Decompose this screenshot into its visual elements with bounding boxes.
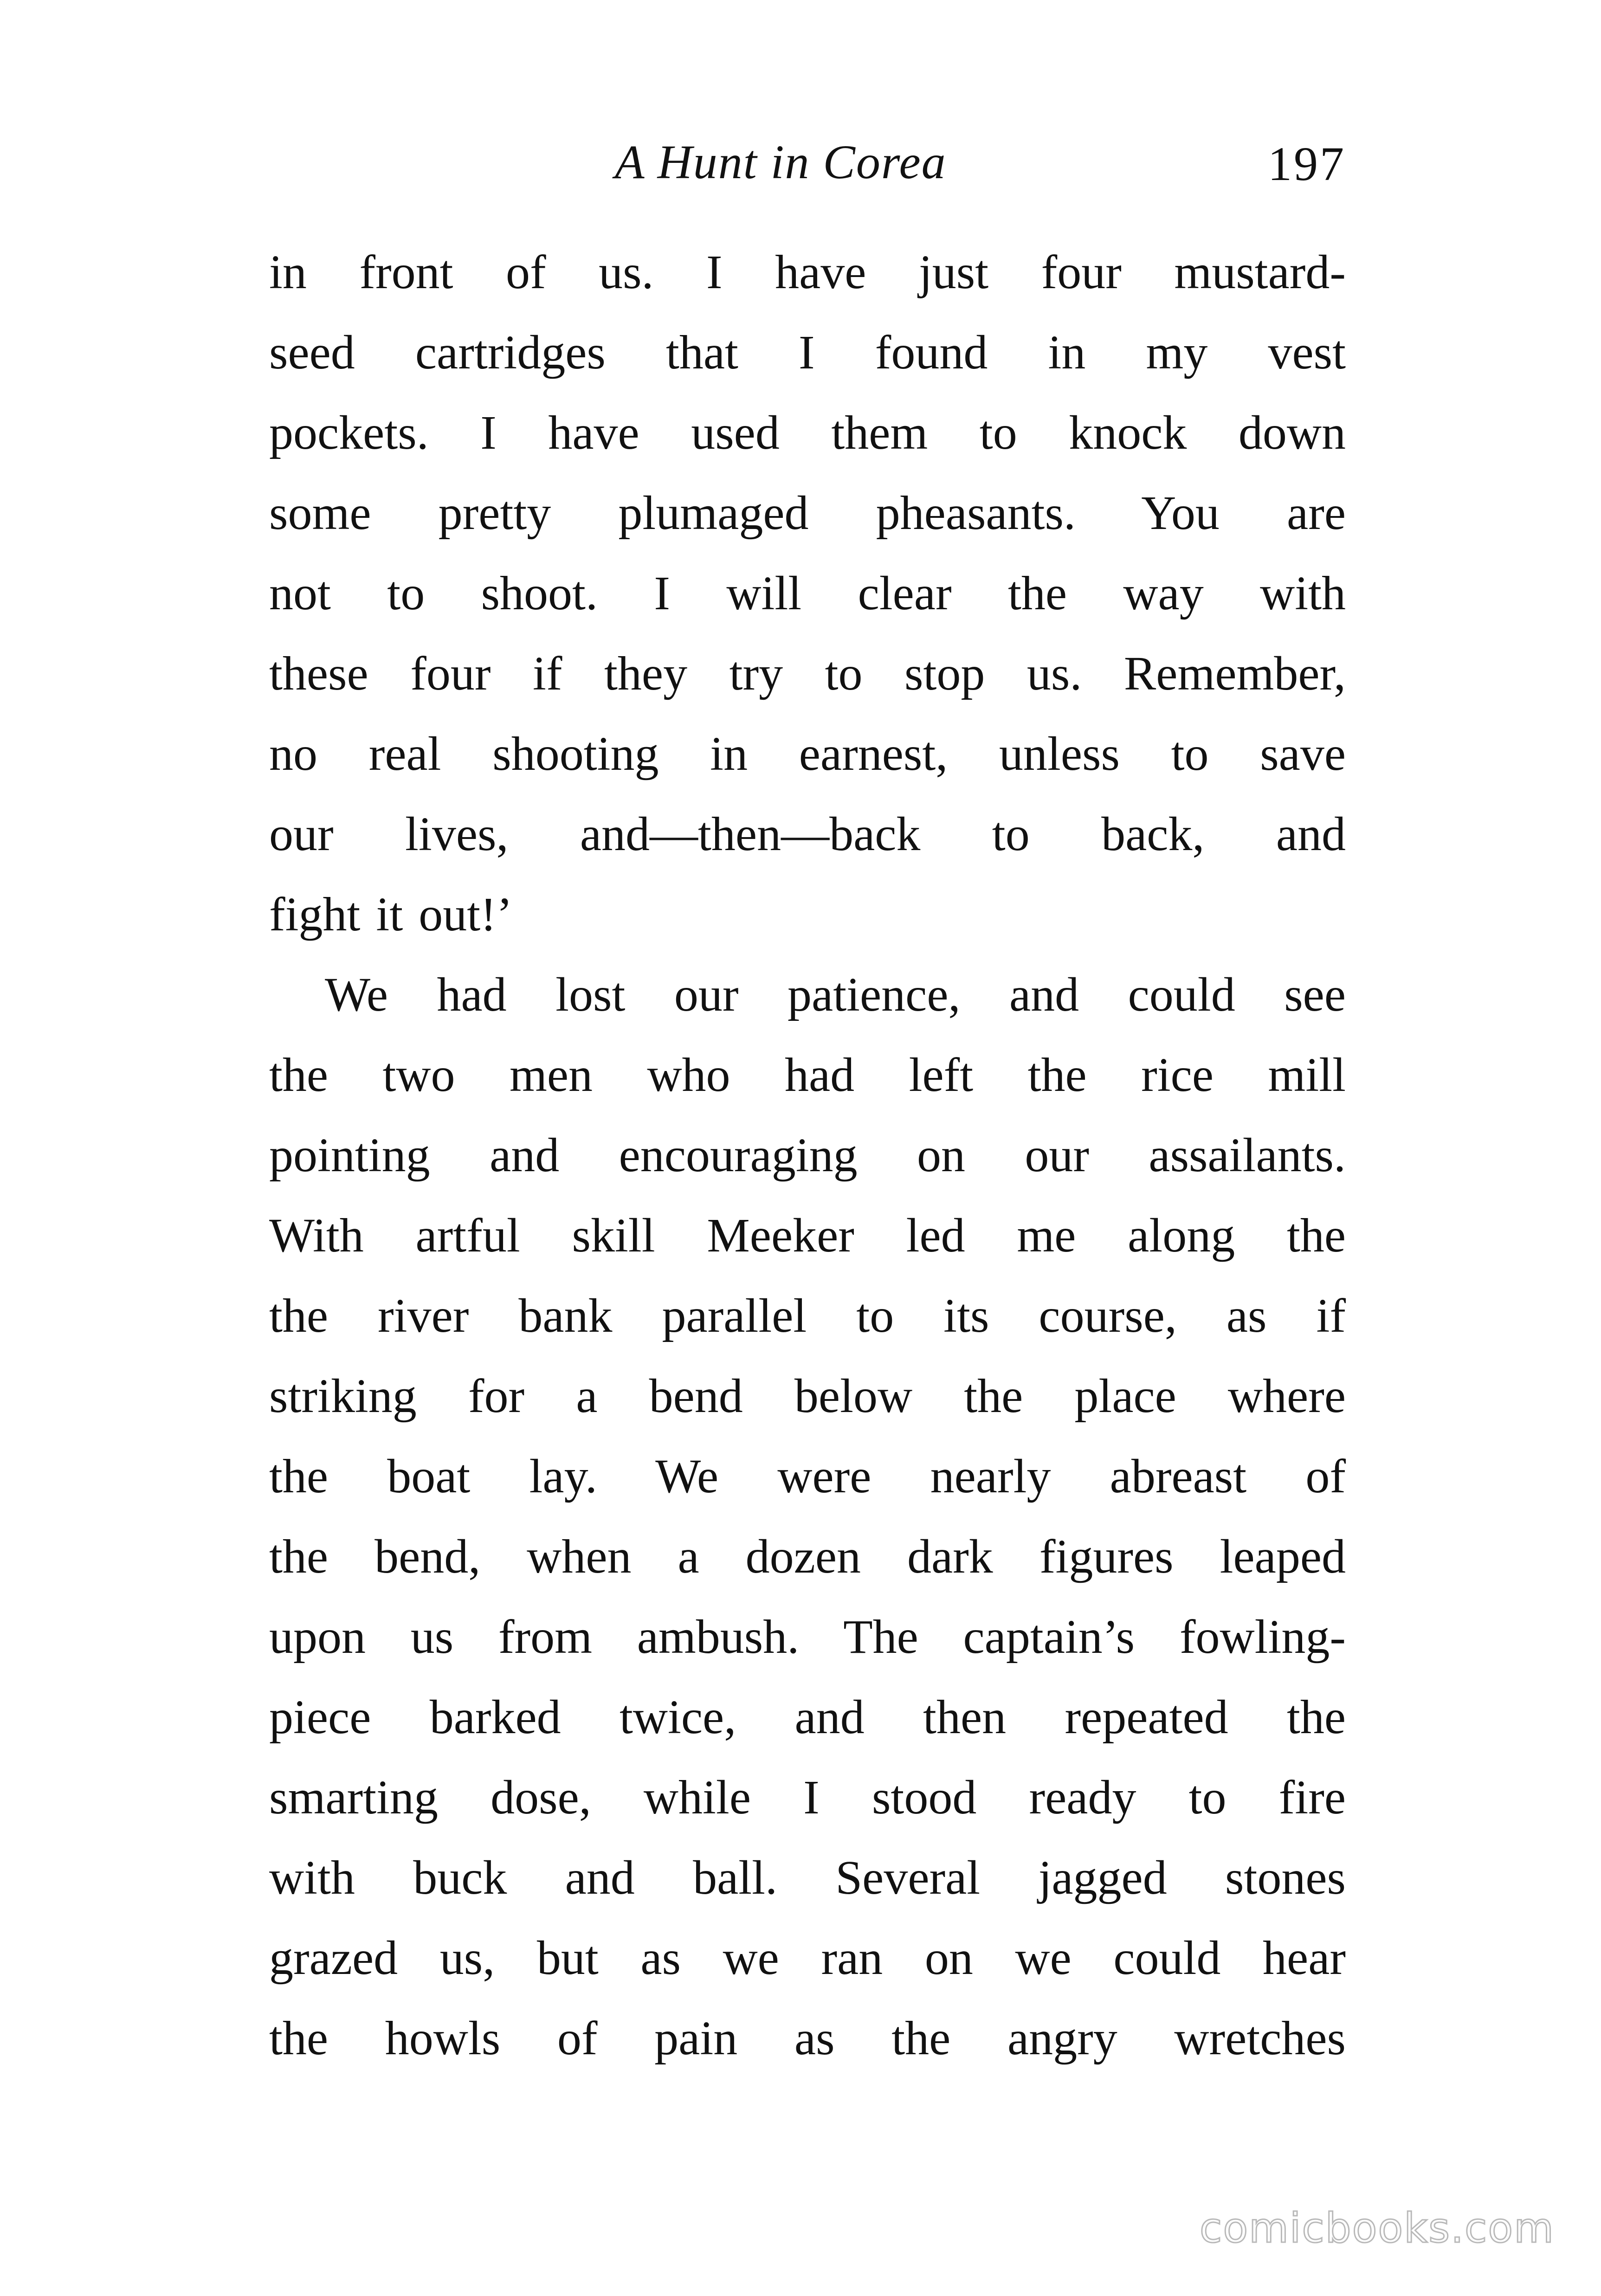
text-line: the river bank parallel to its course, as if (269, 1289, 1346, 1342)
paragraph-2 (269, 955, 1346, 2078)
text-line: striking for a bend below the place where (269, 1369, 1346, 1423)
text-line: seed cartridges that I found in my vest (269, 326, 1346, 379)
text-line: some pretty plumaged pheasants. You are (269, 486, 1346, 540)
text-line: no real shooting in earnest, unless to save (269, 727, 1346, 780)
text-line: grazed us, but as we ran on we could hear (269, 1931, 1346, 1985)
page-number: 197 (1268, 137, 1346, 191)
text-line: We had lost our patience, and could see (325, 968, 1346, 1021)
text-line: the howls of pain as the angry wretches (269, 2012, 1346, 2065)
text-line: upon us from ambush. The captain’s fowling- (269, 1610, 1346, 1664)
text-line: piece barked twice, and then repeated the (269, 1690, 1346, 1744)
watermark: comicbooks.com (1199, 2204, 1555, 2252)
text-line: pointing and encouraging on our assailants. (269, 1129, 1346, 1182)
text-line: fight it out!’ (269, 888, 513, 941)
text-line: the bend, when a dozen dark figures leaped (269, 1530, 1346, 1583)
text-line: our lives, and—then—back to back, and (269, 807, 1346, 861)
text-line: in front of us. I have just four mustard- (269, 245, 1346, 299)
text-line: smarting dose, while I stood ready to fire (269, 1771, 1346, 1824)
running-head (269, 135, 1346, 204)
text-line: the boat lay. We were nearly abreast of (269, 1450, 1346, 1503)
text-line: with buck and ball. Several jagged stones (269, 1851, 1346, 1904)
text-line: pockets. I have used them to knock down (269, 406, 1346, 459)
running-title: A Hunt in Corea (615, 135, 947, 189)
paragraph-1 (269, 232, 1346, 955)
text-line: the two men who had left the rice mill (269, 1048, 1346, 1102)
body-text (269, 232, 1346, 2078)
text-line: these four if they try to stop us. Remember, (269, 647, 1346, 700)
text-line: not to shoot. I will clear the way with (269, 567, 1346, 620)
text-line: With artful skill Meeker led me along the (269, 1209, 1346, 1262)
